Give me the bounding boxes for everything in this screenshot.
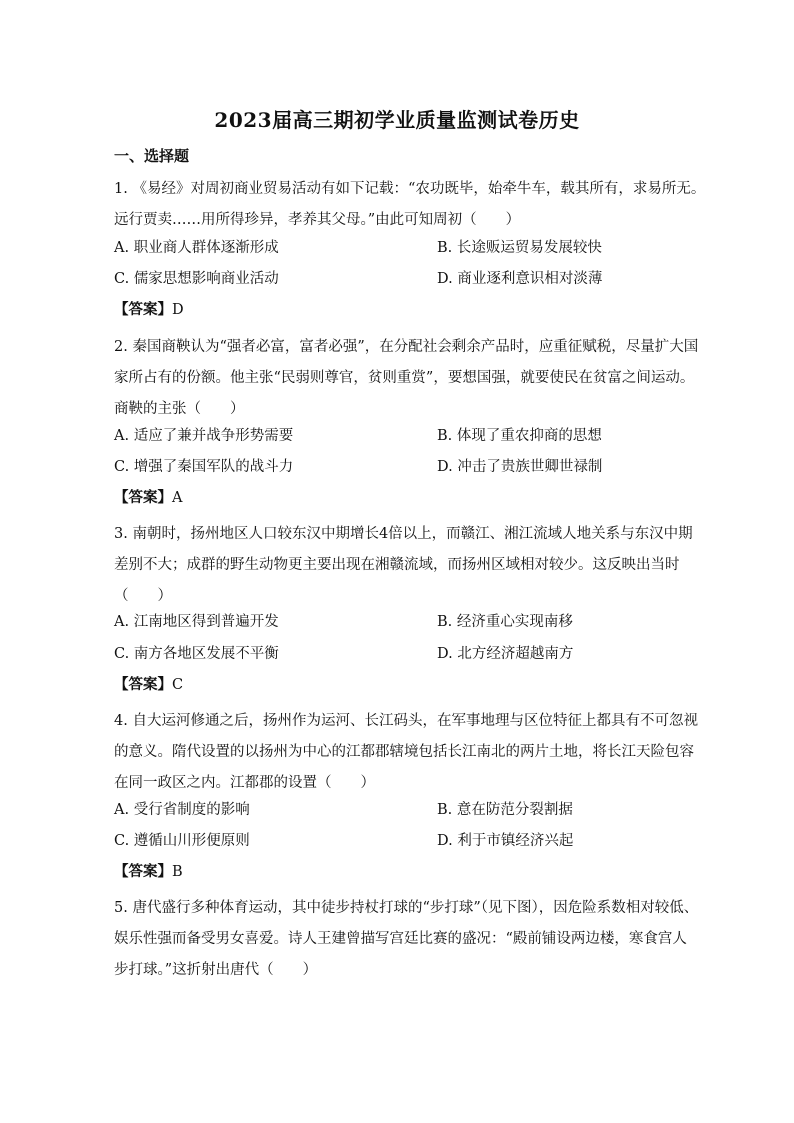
- question-1: [114, 174, 706, 236]
- question-line: 娱乐性强而备受男女喜爱。诗人王建曾描写宫廷比赛的盛况：“殿前铺设两边楼，寒食宫人: [114, 931, 687, 947]
- option-b: B. 经济重心实现南移: [437, 614, 573, 630]
- section-heading: 一、选择题: [114, 147, 190, 165]
- option-b: B. 长途贩运贸易发展较快: [437, 240, 602, 256]
- question-2: [114, 332, 699, 425]
- question-line: 1. 《易经》对周初商业贸易活动有如下记载：“农功既毕，始牵牛车，载其所有，求易所无。: [114, 181, 706, 197]
- question-line: 差别不大；成群的野生动物更主要出现在湘赣流域，而扬州区域相对较少。这反映出当时: [114, 557, 680, 573]
- page-title: 2023届高三期初学业质量监测试卷历史: [214, 108, 580, 132]
- answer-value: A: [172, 490, 183, 506]
- answer-2: [114, 488, 182, 508]
- option-b: B. 意在防范分裂割据: [437, 802, 573, 818]
- option-a: A. 职业商人群体逐渐形成: [114, 240, 279, 256]
- question-line: 4. 自大运河修通之后，扬州作为运河、长江码头，在军事地理与区位特征上都具有不可忽视: [114, 713, 698, 729]
- question-line: （ ）: [114, 588, 172, 604]
- answer-3: [114, 675, 183, 695]
- option-a: A. 受行省制度的影响: [114, 802, 250, 818]
- option-d: D. 冲击了贵族世卿世禄制: [437, 459, 603, 475]
- question-line: 远行贾卖……用所得珍异，孝养其父母。”由此可知周初（ ）: [114, 212, 521, 228]
- question-line: 5. 唐代盛行多种体育运动，其中徒步持杖打球的“步打球”（见下图），因危险系数相对较低、: [114, 900, 699, 916]
- option-c: C. 遵循山川形便原则: [114, 833, 250, 849]
- option-c: C. 南方各地区发展不平衡: [114, 646, 279, 662]
- question-4: [114, 706, 698, 799]
- question-line: 3. 南朝时，扬州地区人口较东汉中期增长4倍以上，而赣江、湘江流域人地关系与东汉中期: [114, 526, 693, 542]
- answer-value: B: [172, 864, 183, 880]
- answer-tag: 【答案】: [114, 301, 172, 318]
- answer-tag: 【答案】: [114, 676, 172, 693]
- answer-value: C: [172, 677, 184, 693]
- option-c: C. 儒家思想影响商业活动: [114, 271, 279, 287]
- answer-tag: 【答案】: [114, 863, 172, 880]
- option-c: C. 增强了秦国军队的战斗力: [114, 459, 294, 475]
- question-line: 家所占有的份额。他主张“民弱则尊官，贫则重赏”，要想国强，就要使民在贫富之间运动。: [114, 370, 695, 386]
- answer-tag: 【答案】: [114, 489, 172, 506]
- question-line: 商鞅的主张（ ）: [114, 401, 245, 417]
- answer-value: D: [172, 302, 184, 318]
- question-3: [114, 519, 693, 612]
- question-line: 步打球。”这折射出唐代（ ）: [114, 962, 318, 978]
- question-line: 2. 秦国商鞅认为“强者必富，富者必强”，在分配社会剩余产品时，应重征赋税，尽量扩大国: [114, 339, 699, 355]
- answer-4: [114, 862, 183, 882]
- option-d: D. 利于市镇经济兴起: [437, 833, 574, 849]
- question-5: [114, 893, 699, 986]
- question-line: 的意义。隋代设置的以扬州为中心的江都郡辖境包括长江南北的两片土地，将长江天险包容: [114, 744, 694, 760]
- option-d: D. 商业逐利意识相对淡薄: [437, 271, 603, 287]
- option-d: D. 北方经济超越南方: [437, 646, 574, 662]
- option-b: B. 体现了重农抑商的思想: [437, 428, 602, 444]
- answer-1: [114, 300, 184, 320]
- question-line: 在同一政区之内。江都郡的设置（ ）: [114, 775, 375, 791]
- option-a: A. 适应了兼并战争形势需要: [114, 428, 294, 444]
- option-a: A. 江南地区得到普遍开发: [114, 614, 279, 630]
